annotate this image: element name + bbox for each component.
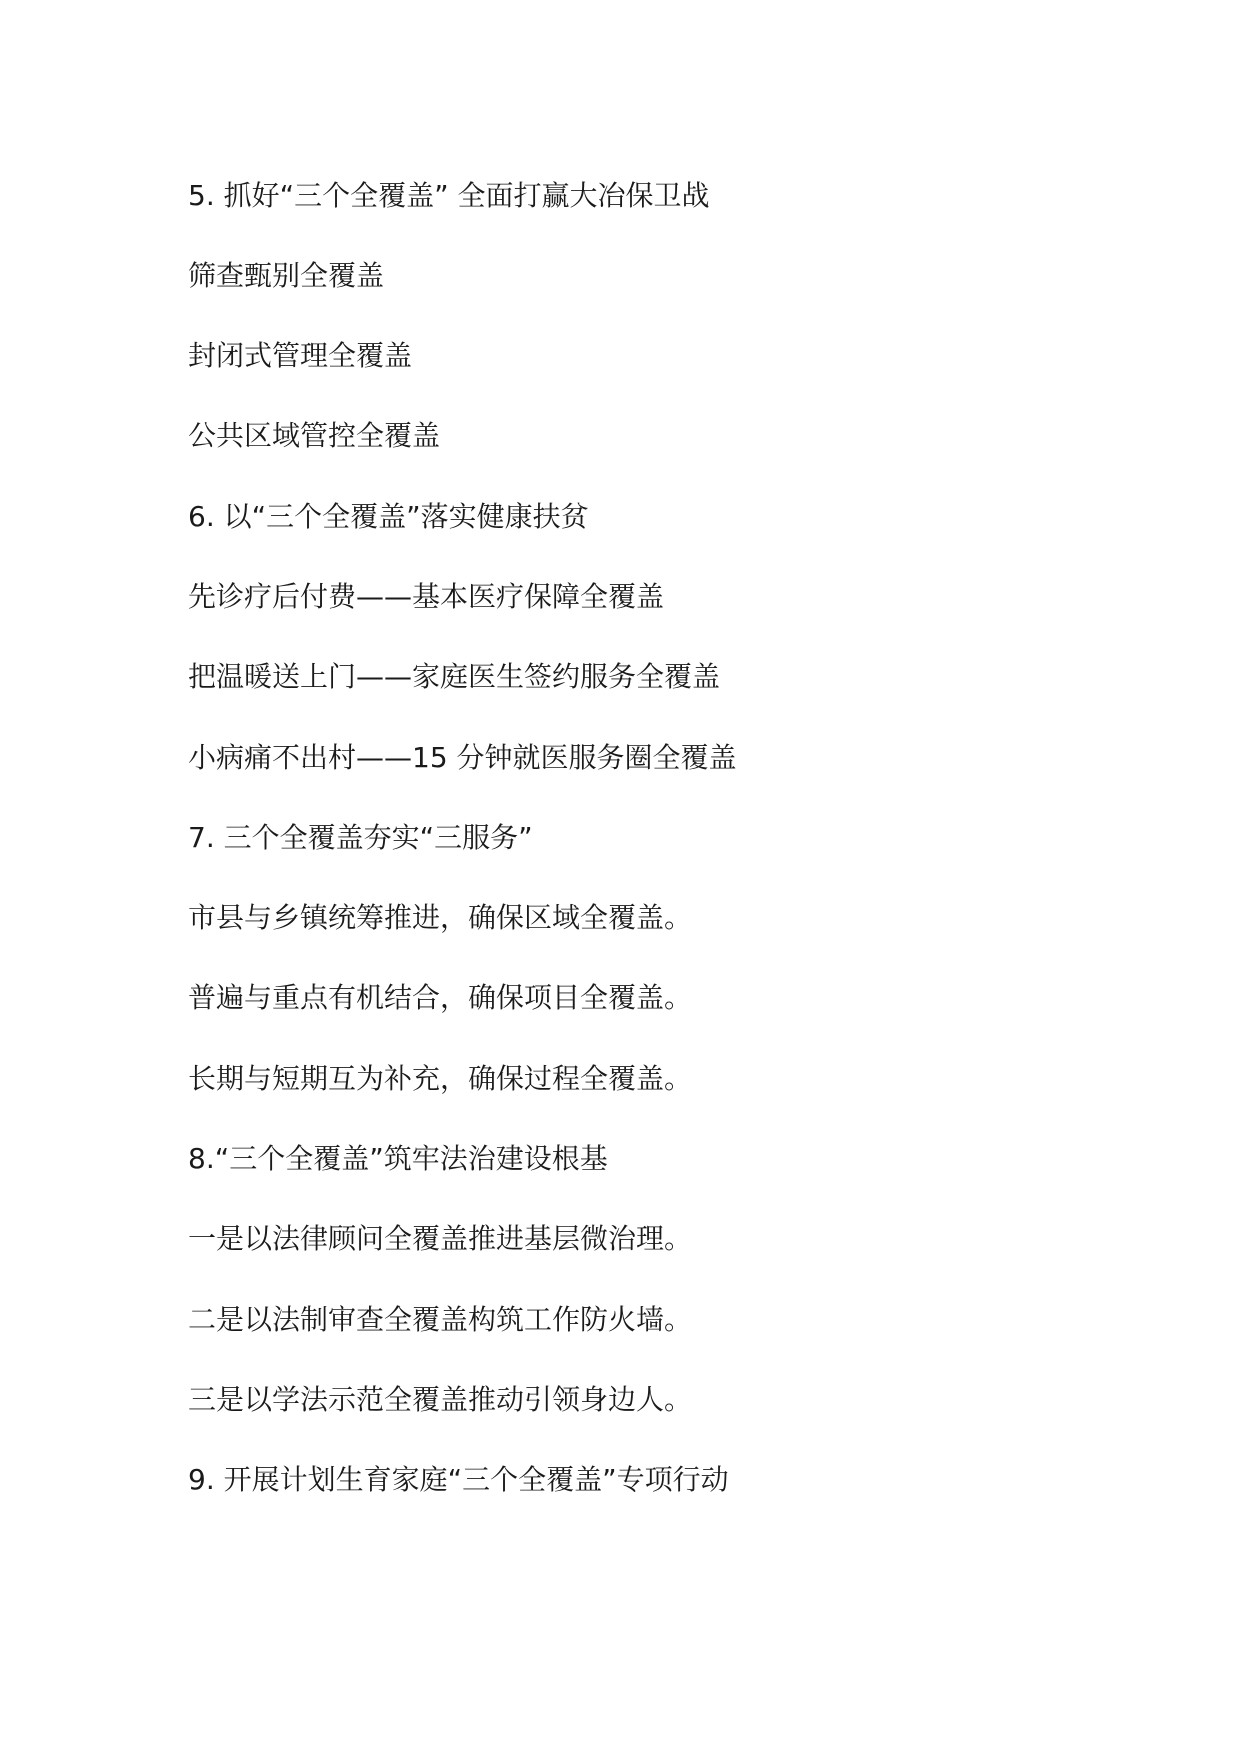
text-line: 公共区域管控全覆盖: [188, 419, 441, 452]
text-line: 筛查甄别全覆盖: [188, 259, 385, 292]
text-line: 封闭式管理全覆盖: [188, 339, 413, 372]
text-line: 小病痛不出村——15 分钟就医服务圈全覆盖: [188, 741, 737, 774]
text-line: 一是以法律顾问全覆盖推进基层微治理。: [188, 1222, 693, 1255]
section-heading-7: 7. 三个全覆盖夯实“三服务”: [188, 821, 533, 854]
section-heading-9: 9. 开展计划生育家庭“三个全覆盖”专项行动: [188, 1463, 729, 1496]
text-line: 把温暖送上门——家庭医生签约服务全覆盖: [188, 660, 721, 693]
section-heading-8: 8.“三个全覆盖”筑牢法治建设根基: [188, 1142, 608, 1175]
section-heading-5: 5. 抓好“三个全覆盖” 全面打赢大冶保卫战: [188, 179, 710, 212]
text-line: 普遍与重点有机结合，确保项目全覆盖。: [188, 981, 693, 1014]
text-line: 市县与乡镇统筹推进，确保区域全覆盖。: [188, 901, 693, 934]
text-line: 三是以学法示范全覆盖推动引领身边人。: [188, 1383, 693, 1416]
section-heading-6: 6. 以“三个全覆盖”落实健康扶贫: [188, 500, 589, 533]
text-line: 二是以法制审查全覆盖构筑工作防火墙。: [188, 1303, 693, 1336]
text-line: 先诊疗后付费——基本医疗保障全覆盖: [188, 580, 665, 613]
text-line: 长期与短期互为补充，确保过程全覆盖。: [188, 1062, 693, 1095]
